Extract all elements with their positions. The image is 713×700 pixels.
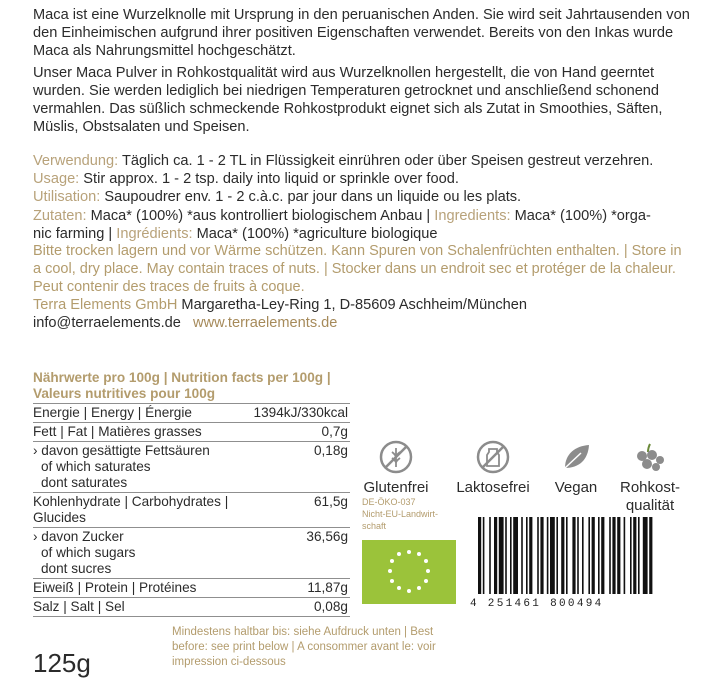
vegan-label: Vegan (554, 479, 598, 496)
ingredients-de-label: Zutaten: (33, 208, 87, 224)
nutrition-header-1: Nährwerte pro 100g | Nutrition facts per 100g | (33, 370, 331, 385)
ingredients-en-text: Maca* (100%) *orga- (510, 208, 651, 224)
ingredients-fr-text: Maca* (100%) *agriculture biologique (192, 226, 438, 242)
gluten-free-badge (361, 440, 431, 497)
barcode (478, 517, 700, 594)
nutrition-row-saturates: › davon gesättigte Fettsäuren of which saturates dont saturates 0,18g (33, 442, 350, 493)
product-description (33, 6, 693, 136)
organic-origin-1: Nicht-EU-Landwirt- (362, 509, 439, 519)
gluten-free-label: Glutenfrei (363, 479, 429, 496)
usage-de (33, 152, 693, 170)
lactose-free-icon (476, 440, 510, 474)
raw-food-badge (610, 440, 690, 515)
best-before-note: Mindestens haltbar bis: siehe Aufdruck unten | Best before: see print below | A consommer avant le: voir impression ci-dessous (172, 626, 436, 668)
nutrition-table (33, 370, 350, 617)
company-email[interactable]: info@terraelements.de (33, 315, 181, 331)
raw-food-label: Rohkost- qualität (619, 479, 681, 514)
organic-origin-2: schaft (362, 521, 387, 531)
intro-paragraph-2: Unser Maca Pulver in Rohkostqualität wird aus Wurzelknollen hergestellt, die von Hand geerntet wurden. Sie werden lediglich bei niedrigen Temperaturen getrocknet und anschließend schonend vermahlen. Das süßlich schmeckende Rohkostprodukt eignet sich als Zutat in Smoothies, Säften, Müslis, Obstsalaten und Speisen. (33, 65, 663, 135)
nutrition-row-carbohydrates: Kohlenhydrate | Carbohydrates | Glucides 61,5g (33, 493, 350, 528)
nutrition-row-fat: Fett | Fat | Matières grasses 0,7g (33, 423, 350, 442)
usage-de-label: Verwendung: (33, 153, 119, 169)
net-weight: 125g (33, 648, 91, 678)
ingredients-en-text-cont: nic farming | (33, 226, 117, 242)
usage-fr-label: Utilisation: (33, 189, 101, 205)
ingredients-en-label: Ingredients: (434, 208, 511, 224)
company-name: Terra Elements GmbH (33, 297, 178, 313)
organic-certification-text (362, 496, 438, 532)
lactose-free-badge (448, 440, 538, 497)
nutrition-row-sugars: › davon Zucker of which sugars dont sucres 36,56g (33, 528, 350, 579)
barcode-number: 4 251461 800494 (470, 598, 604, 610)
organic-code: DE-ÖKO-037 (362, 497, 416, 507)
company-address: Margaretha-Ley-Ring 1, D-85609 Aschheim/München (177, 297, 527, 313)
ingredients-section (33, 207, 693, 243)
nutrition-header-2: Valeurs nutritives pour 100g (33, 386, 350, 404)
storage-note: Bitte trocken lagern und vor Wärme schützen. Kann Spuren von Schalenfrüchten enthalten. | Store in a cool, dry place. May contain traces of nuts. | Stocker dans un endroit sec et protéger de la chaleur. Peut contenir des traces de fruits à coque. (33, 243, 682, 295)
gluten-free-icon (379, 440, 413, 474)
usage-de-text: Täglich ca. 1 - 2 TL in Flüssigkeit einrühren oder über Speisen gestreut verzehren. (118, 153, 654, 169)
nutrition-row-salt: Salz | Salt | Sel 0,08g (33, 598, 350, 617)
ingredients-fr-label: Ingrédients: (116, 226, 193, 242)
leaf-icon (559, 440, 593, 474)
lactose-free-label: Laktosefrei (456, 479, 530, 496)
vegan-badge (548, 440, 604, 497)
usage-en-text: Stir approx. 1 - 2 tsp. daily into liquid or sprinkle over food. (79, 171, 459, 187)
company-info (33, 296, 693, 332)
usage-section (33, 152, 693, 206)
usage-fr (33, 188, 693, 206)
berries-icon (630, 440, 670, 474)
usage-fr-text: Saupoudrer env. 1 - 2 c.à.c. par jour dans un liquide ou les plats. (100, 189, 522, 205)
intro-paragraph-1: Maca ist eine Wurzelknolle mit Ursprung in den peruanischen Anden. Sie wird seit Jahrtausenden von den Einheimischen aufgrund ihrer positiven Eigenschaften verwendet. Bereits von den Inkas wurde Maca als Nahrungsmittel hochgeschätzt. (33, 7, 690, 59)
eu-organic-leaf-icon (362, 540, 456, 604)
nutrition-row-protein: Eiweiß | Protein | Protéines 11,87g (33, 579, 350, 598)
usage-en-label: Usage: (33, 171, 80, 187)
eu-organic-logo (362, 540, 456, 604)
usage-en (33, 170, 693, 188)
company-website[interactable]: www.terraelements.de (193, 315, 338, 331)
ingredients-de-text: Maca* (100%) *aus kontrolliert biologischem Anbau | (86, 208, 435, 224)
nutrition-row-energy: Energie | Energy | Énergie 1394kJ/330kcal (33, 404, 350, 423)
